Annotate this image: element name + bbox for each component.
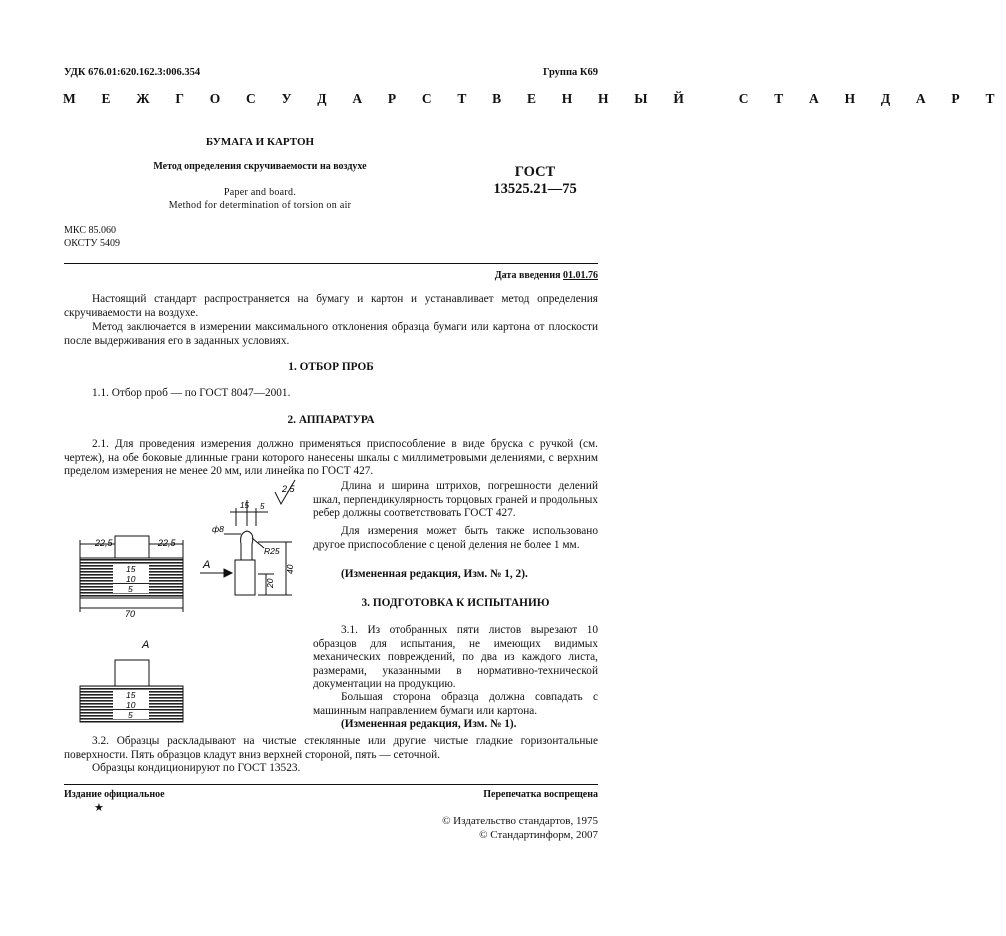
paragraph-scope: Настоящий стандарт распространяется на бумагу и картон и устанавливает метод определения скручиваемости на воздухе. <box>64 293 598 319</box>
dim-left: 22,5 <box>95 538 113 548</box>
handle-view-a <box>115 660 149 686</box>
paragraph-alt-device: Для измерения может быть также использовано другое приспособление с ценой деления не более 1 мм. <box>313 525 598 551</box>
side-dim-15: 15 <box>240 501 249 510</box>
edit-note-3: (Измененная редакция, Изм. № 1). <box>341 718 517 730</box>
okstu-code: ОКСТУ 5409 <box>64 238 121 249</box>
gost-number: 13525.21—75 <box>493 181 577 197</box>
ru-title: БУМАГА И КАРТОН <box>205 136 315 148</box>
paragraph-conditioning: Образцы кондиционируют по ГОСТ 13523. <box>92 762 301 774</box>
interstate-standard-heading: М Е Ж Г О С У Д А Р С Т В Е Н Н Ы Й С Т А Н Д А Р Т <box>63 91 1006 106</box>
official-edition: Издание официальное <box>64 789 165 800</box>
side-dim-40: 40 <box>285 564 295 574</box>
edit-note-2: (Измененная редакция, Изм. № 1, 2). <box>341 568 528 580</box>
top-rule <box>64 263 598 264</box>
en-title: Paper and board. <box>223 187 297 198</box>
section-1-title: 1. ОТБОР ПРОБ <box>288 361 374 373</box>
copyright-2007: © Стандартинформ, 2007 <box>479 829 598 841</box>
bar-side <box>235 560 255 595</box>
side-dim-5: 5 <box>260 502 265 511</box>
arrow-a-label: А <box>203 559 211 571</box>
view-a-scale-15: 15 <box>126 690 136 700</box>
copyright-1975: © Издательство стандартов, 1975 <box>442 815 598 827</box>
clause-2-1: 2.1. Для проведения измерения должно применяться приспособление в виде бруска с ручкой (см. чертеж), на обе боковые длинные грани которого нанесены шкалы с миллиметровыми делениями, с верхним пределом измерения не менее 20 мм, или линейка по ГОСТ 427. <box>64 438 598 478</box>
en-subtitle: Method for determination of torsion on air <box>168 200 352 211</box>
scale-5: 5 <box>128 584 133 594</box>
ru-subtitle: Метод определения скручиваемости на воздухе <box>153 161 367 172</box>
udk-code: УДК 676.01:620.162.3:006.354 <box>64 67 201 78</box>
side-dim-phi: ф8 <box>212 524 224 534</box>
clause-3-2: 3.2. Образцы раскладывают на чистые стеклянные или другие чистые гладкие горизонтальные поверхности. Пять образцов кладут вниз верхней стороной, пять — сеточной. <box>64 735 598 761</box>
dim-total: 70 <box>125 609 136 619</box>
reprint-forbidden: Перепечатка воспрещена <box>483 789 598 800</box>
side-dim-20: 20 <box>265 578 275 588</box>
handle-front <box>115 536 149 558</box>
clause-1-1: 1.1. Отбор проб — по ГОСТ 8047—2001. <box>92 387 291 399</box>
paragraph-machine-direction: Большая сторона образца должна совпадать с машинным направлением бумаги или картона. <box>313 691 598 717</box>
device-drawing <box>60 478 312 733</box>
clause-3-1: 3.1. Из отобранных пяти листов вырезают 10 образцов для испытания, не имеющих видимых механических повреждений, по два из каждого листа, размерами, указанными в нормативно-технической документации на продукцию. <box>313 624 598 691</box>
view-a-scale-5: 5 <box>128 710 133 720</box>
scale-15: 15 <box>126 564 136 574</box>
paragraph-scale-accuracy: Длина и ширина штрихов, погрешности делений шкал, перпендикулярность торцовых граней и продольных ребер должны соответствовать ГОСТ 427. <box>313 480 598 520</box>
handle-side <box>241 531 253 560</box>
intro-date: Дата введения 01.01.76 <box>494 270 598 281</box>
side-dim-r25: R25 <box>264 546 280 556</box>
star-mark: ★ <box>94 802 104 814</box>
section-3-title: 3. ПОДГОТОВКА К ИСПЫТАНИЮ <box>361 597 550 609</box>
section-2-title: 2. АППАРАТУРА <box>287 414 375 426</box>
view-a-label: А <box>142 639 150 651</box>
gost-label: ГОСТ <box>514 164 556 180</box>
paragraph-method: Метод заключается в измерении максимального отклонения образца бумаги или картона от плоскости после выдерживания его в заданных условиях. <box>64 321 598 347</box>
mks-code: МКС 85.060 <box>64 225 116 236</box>
footer-rule <box>64 784 598 785</box>
group-code: Группа К69 <box>542 67 598 78</box>
scale-10: 10 <box>126 574 136 584</box>
roughness-value: 2,5 <box>282 484 295 494</box>
view-a-scale-10: 10 <box>126 700 136 710</box>
dim-right: 22,5 <box>158 538 176 548</box>
